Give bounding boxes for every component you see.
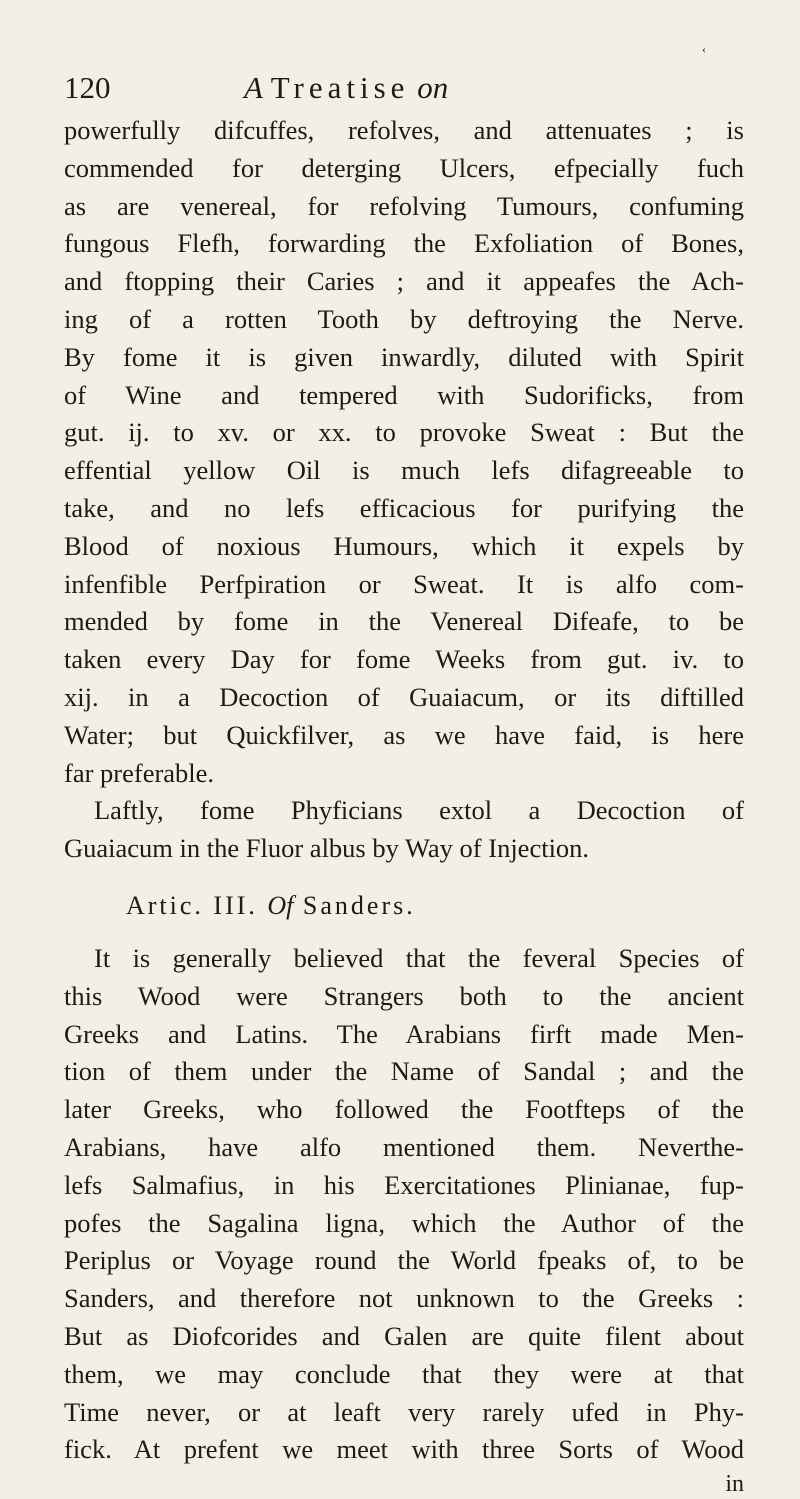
top-printer-mark: ‹: [702, 42, 706, 56]
text-line: tion of them under the Name of Sandal ; and the: [64, 1056, 744, 1087]
text-line: taken every Day for fome Weeks from gut. iv. to: [64, 644, 744, 675]
running-title: [244, 66, 448, 110]
text-line: commended for deterging Ulcers, efpecially fuch: [64, 152, 744, 183]
text-line: Greeks and Latins. The Arabians firft made Men-: [64, 1018, 744, 1049]
catchword: in: [725, 1471, 744, 1498]
text-line: pofes the Sagalina ligna, which the Author of the: [64, 1207, 744, 1238]
text-line: But as Diofcorides and Galen are quite filent about: [64, 1320, 744, 1351]
text-line: lefs Salmafius, in his Exercitationes Plinianae, fup-: [64, 1169, 744, 1200]
text-line: this Wood were Strangers both to the ancient: [64, 980, 744, 1011]
paragraph-1: [64, 112, 744, 792]
text-line: fungous Flefh, forwarding the Exfoliation of Bones,: [64, 228, 744, 259]
text-line: Laftly, fome Phyficians extol a Decoction of: [94, 795, 744, 826]
running-title-main: Treatise: [270, 70, 410, 105]
text-line: xij. in a Decoction of Guaiacum, or its diftilled: [64, 681, 744, 712]
text-line: It is generally believed that the feveral Species of: [94, 942, 744, 973]
page-number: 120: [64, 70, 111, 105]
article-number: Artic. III.: [126, 890, 258, 920]
text-line: infenfible Perfpiration or Sweat. It is alfo com-: [64, 568, 744, 599]
text-line: as are venereal, for refolving Tumours, confuming: [64, 190, 744, 221]
article-title: Sanders.: [302, 890, 416, 920]
paragraph-2: [64, 792, 744, 868]
text-line: and ftopping their Caries ; and it appeafes the Ach-: [64, 266, 744, 297]
text-line: them, we may conclude that they were at that: [64, 1358, 744, 1389]
text-line: ing of a rotten Tooth by deftroying the Nerve.: [64, 303, 744, 334]
text-line: Water; but Quickfilver, as we have faid, is here: [64, 719, 744, 750]
text-line: gut. ij. to xv. or xx. to provoke Sweat : But the: [64, 417, 744, 448]
text-line: Blood of noxious Humours, which it expels by: [64, 530, 744, 561]
text-line: far preferable.: [64, 757, 215, 788]
running-title-on: on: [417, 70, 449, 105]
text-line: take, and no lefs efficacious for purifying the: [64, 492, 744, 523]
article-of: Of: [267, 890, 294, 920]
text-line: By fome it is given inwardly, diluted with Spirit: [64, 341, 744, 372]
article-heading: [64, 878, 744, 940]
page-body: [64, 112, 744, 1499]
text-line: mended by fome in the Venereal Difeafe, to be: [64, 606, 744, 637]
text-line: powerfully difcuffes, refolves, and attenuates ; is: [64, 115, 744, 145]
text-line: Time never, or at leaft very rarely ufed in Phy-: [64, 1396, 744, 1427]
paragraph-3: [64, 940, 744, 1469]
text-line: Arabians, have alfo mentioned them. Neverthe-: [64, 1131, 744, 1162]
text-line: of Wine and tempered with Sudorificks, from: [64, 379, 744, 410]
text-line: Sanders, and therefore not unknown to the Greeks :: [64, 1283, 744, 1314]
page-header: [64, 66, 744, 110]
text-line: Guaiacum in the Fluor albus by Way of Injection.: [64, 833, 590, 864]
text-line: fick. At prefent we meet with three Sorts of Wood: [64, 1434, 744, 1465]
text-line: Periplus or Voyage round the World fpeaks of, to be: [64, 1245, 744, 1276]
text-line: later Greeks, who followed the Footfteps of the: [64, 1094, 744, 1125]
text-line: effential yellow Oil is much lefs difagreeable to: [64, 455, 744, 486]
running-title-a: A: [244, 70, 263, 105]
